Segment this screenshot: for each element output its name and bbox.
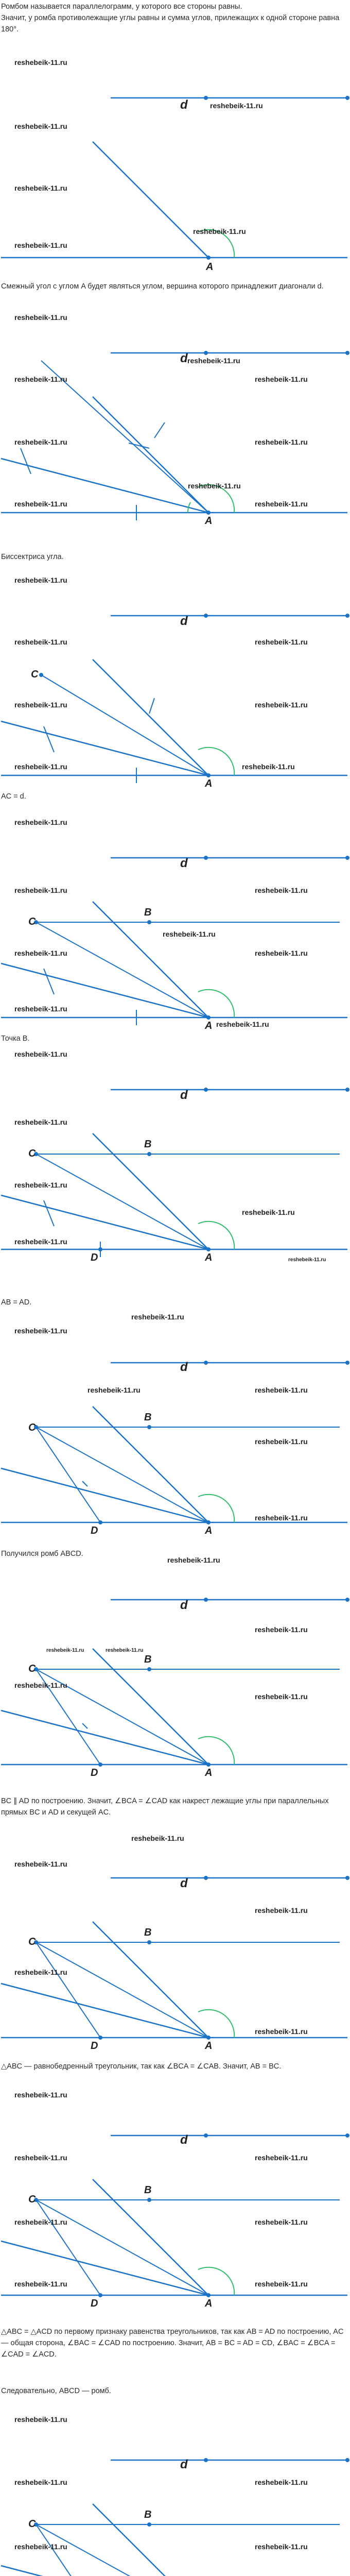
label-B: B bbox=[144, 1927, 152, 1938]
watermark: reshebeik-11.ru bbox=[14, 576, 67, 584]
watermark: reshebeik-11.ru bbox=[188, 482, 241, 490]
step-4-text: AC = d. bbox=[1, 792, 26, 801]
label-D: D bbox=[91, 1252, 98, 1263]
label-B: B bbox=[144, 1654, 152, 1665]
watermark: reshebeik-11.ru bbox=[163, 930, 216, 938]
watermark: reshebeik-11.ru bbox=[87, 1386, 141, 1394]
watermark: reshebeik-11.ru bbox=[255, 2154, 308, 2162]
label-B: B bbox=[144, 1139, 152, 1150]
watermark: reshebeik-11.ru bbox=[14, 638, 67, 646]
watermark: reshebeik-11.ru bbox=[255, 1514, 308, 1522]
watermark: reshebeik-11.ru bbox=[14, 2091, 67, 2099]
figure-2-drawing bbox=[0, 309, 350, 526]
label-d: d bbox=[180, 1360, 188, 1374]
label-d: d bbox=[180, 2133, 188, 2147]
label-D: D bbox=[91, 2298, 98, 2309]
watermark: reshebeik-11.ru bbox=[14, 2218, 67, 2226]
watermark: reshebeik-11.ru bbox=[255, 886, 308, 894]
figure-6-drawing bbox=[0, 1309, 350, 1535]
watermark: reshebeik-11.ru bbox=[14, 500, 67, 508]
watermark: reshebeik-11.ru bbox=[14, 1327, 67, 1335]
watermark: reshebeik-11.ru bbox=[14, 313, 67, 321]
watermark: reshebeik-11.ru bbox=[14, 1681, 67, 1689]
watermark: reshebeik-11.ru bbox=[255, 2218, 308, 2226]
figure-9-drawing bbox=[0, 2087, 350, 2313]
label-C: C bbox=[28, 2194, 36, 2205]
figure-8 bbox=[0, 1834, 350, 2050]
watermark: reshebeik-11.ru bbox=[106, 1648, 144, 1653]
watermark: reshebeik-11.ru bbox=[255, 1692, 308, 1701]
watermark: reshebeik-11.ru bbox=[14, 241, 67, 249]
watermark: reshebeik-11.ru bbox=[242, 1208, 295, 1216]
step-1-text: Ромбом называется параллелограмм, у которого все стороны равны. Значит, у ромба противолежащие углы равны и сумма углов, прилежащих к одной стороне равна 180°. bbox=[1, 3, 340, 33]
label-A: A bbox=[205, 2298, 213, 2309]
watermark: reshebeik-11.ru bbox=[14, 2478, 67, 2486]
label-d: d bbox=[180, 1876, 188, 1890]
watermark: reshebeik-11.ru bbox=[14, 818, 67, 826]
watermark: reshebeik-11.ru bbox=[255, 1906, 308, 1914]
step-8-text: BC ∥ AD по построению. Значит, ∠BCA = ∠CAD как накрест лежащие углы при параллельных прямых BC и AD и секущей AC. bbox=[1, 1797, 329, 1817]
label-C: C bbox=[28, 2518, 36, 2530]
watermark: reshebeik-11.ru bbox=[255, 2027, 308, 2036]
watermark: reshebeik-11.ru bbox=[14, 1050, 67, 1058]
watermark: reshebeik-11.ru bbox=[255, 500, 308, 508]
watermark: reshebeik-11.ru bbox=[216, 1020, 269, 1028]
figure-3-drawing bbox=[0, 572, 350, 788]
label-A: A bbox=[205, 515, 213, 527]
watermark: reshebeik-11.ru bbox=[288, 1257, 326, 1263]
watermark: reshebeik-11.ru bbox=[14, 762, 67, 771]
watermark: reshebeik-11.ru bbox=[14, 701, 67, 709]
figure-2 bbox=[0, 309, 350, 526]
figure-4-drawing bbox=[0, 814, 350, 1030]
label-d: d bbox=[180, 1598, 188, 1612]
watermark: reshebeik-11.ru bbox=[242, 762, 295, 771]
figure-10 bbox=[0, 2411, 350, 2576]
label-B: B bbox=[144, 907, 152, 918]
label-d: d bbox=[180, 2458, 188, 2471]
label-C: C bbox=[28, 916, 36, 927]
watermark: reshebeik-11.ru bbox=[14, 2280, 67, 2288]
label-d: d bbox=[180, 614, 188, 628]
watermark: reshebeik-11.ru bbox=[131, 1834, 184, 1842]
label-A: A bbox=[205, 2040, 213, 2052]
figure-5-drawing bbox=[0, 1046, 350, 1262]
figure-7-drawing bbox=[0, 1556, 350, 1783]
watermark: reshebeik-11.ru bbox=[14, 375, 67, 383]
label-D: D bbox=[91, 1525, 98, 1536]
step-6-text: AB = AD. bbox=[1, 1298, 32, 1307]
figure-6 bbox=[0, 1309, 350, 1535]
watermark: reshebeik-11.ru bbox=[255, 375, 308, 383]
watermark: reshebeik-11.ru bbox=[255, 638, 308, 646]
label-A: A bbox=[205, 1767, 213, 1778]
step-2-text: Смежный угол с углом A будет являться углом, вершина которого принадлежит диагонали d. bbox=[1, 282, 324, 291]
watermark: reshebeik-11.ru bbox=[14, 2543, 67, 2551]
watermark: reshebeik-11.ru bbox=[14, 1238, 67, 1246]
step-7-text: Получился ромб ABCD. bbox=[1, 1550, 83, 1558]
figure-9 bbox=[0, 2087, 350, 2313]
watermark: reshebeik-11.ru bbox=[255, 2543, 308, 2551]
watermark: reshebeik-11.ru bbox=[46, 1648, 84, 1653]
label-d: d bbox=[180, 1088, 188, 1102]
watermark: reshebeik-11.ru bbox=[14, 1118, 67, 1126]
watermark: reshebeik-11.ru bbox=[14, 949, 67, 957]
watermark: reshebeik-11.ru bbox=[14, 58, 67, 66]
watermark: reshebeik-11.ru bbox=[167, 1556, 220, 1564]
step-9-text: △ABC — равнобедренный треугольник, так как ∠BCA = ∠CAB. Значит, AB = BC. bbox=[1, 2062, 282, 2071]
label-C: C bbox=[28, 1936, 36, 1947]
watermark: reshebeik-11.ru bbox=[255, 2478, 308, 2486]
watermark: reshebeik-11.ru bbox=[193, 227, 246, 235]
watermark: reshebeik-11.ru bbox=[14, 2415, 67, 2424]
watermark: reshebeik-11.ru bbox=[14, 1181, 67, 1189]
figure-1 bbox=[0, 49, 350, 276]
label-d: d bbox=[180, 98, 188, 112]
watermark: reshebeik-11.ru bbox=[210, 101, 263, 110]
label-A: A bbox=[205, 778, 213, 789]
label-A: A bbox=[205, 1525, 213, 1536]
watermark: reshebeik-11.ru bbox=[14, 438, 67, 446]
label-d: d bbox=[180, 351, 188, 365]
figure-5 bbox=[0, 1046, 350, 1262]
step-3-text: Биссектриса угла. bbox=[1, 553, 64, 561]
watermark: reshebeik-11.ru bbox=[255, 1437, 308, 1446]
watermark: reshebeik-11.ru bbox=[255, 949, 308, 957]
label-D: D bbox=[91, 1767, 98, 1778]
watermark: reshebeik-11.ru bbox=[255, 2280, 308, 2288]
watermark: reshebeik-11.ru bbox=[131, 1313, 184, 1321]
watermark: reshebeik-11.ru bbox=[14, 1005, 67, 1013]
label-A: A bbox=[205, 1252, 213, 1263]
watermark: reshebeik-11.ru bbox=[255, 438, 308, 446]
figure-10-drawing bbox=[0, 2411, 350, 2576]
label-C: C bbox=[31, 669, 39, 680]
watermark: reshebeik-11.ru bbox=[14, 122, 67, 130]
label-D: D bbox=[91, 2040, 98, 2052]
watermark: reshebeik-11.ru bbox=[14, 2154, 67, 2162]
figure-3 bbox=[0, 572, 350, 788]
watermark: reshebeik-11.ru bbox=[255, 1386, 308, 1394]
label-A: A bbox=[206, 261, 214, 273]
watermark: reshebeik-11.ru bbox=[187, 357, 240, 365]
watermark: reshebeik-11.ru bbox=[14, 184, 67, 192]
watermark: reshebeik-11.ru bbox=[255, 701, 308, 709]
figure-4 bbox=[0, 814, 350, 1030]
step-10-text: △ABC = △ACD по первому признаку равенства треугольников, так как AB = AD по построению, AC — общая сторона, ∠BAC = ∠CAD по построению. Значит, AB = BC = AD = CD, ∠BAC = ∠BCA = ∠CAD = ∠ACD. bbox=[1, 2328, 344, 2359]
label-C: C bbox=[28, 1663, 36, 1674]
watermark: reshebeik-11.ru bbox=[14, 1860, 67, 1868]
label-C: C bbox=[28, 1148, 36, 1159]
watermark: reshebeik-11.ru bbox=[14, 1968, 67, 1976]
step-11-text: Следовательно, ABCD — ромб. bbox=[1, 2387, 111, 2395]
label-B: B bbox=[144, 2509, 152, 2520]
watermark: reshebeik-11.ru bbox=[14, 886, 67, 894]
figure-7 bbox=[0, 1556, 350, 1783]
step-5-text: Точка B. bbox=[1, 1035, 30, 1043]
label-C: C bbox=[28, 1422, 36, 1433]
label-d: d bbox=[180, 856, 188, 870]
label-B: B bbox=[144, 2184, 152, 2196]
watermark: reshebeik-11.ru bbox=[255, 1625, 308, 1634]
label-B: B bbox=[144, 1412, 152, 1423]
label-A: A bbox=[205, 1020, 213, 1031]
